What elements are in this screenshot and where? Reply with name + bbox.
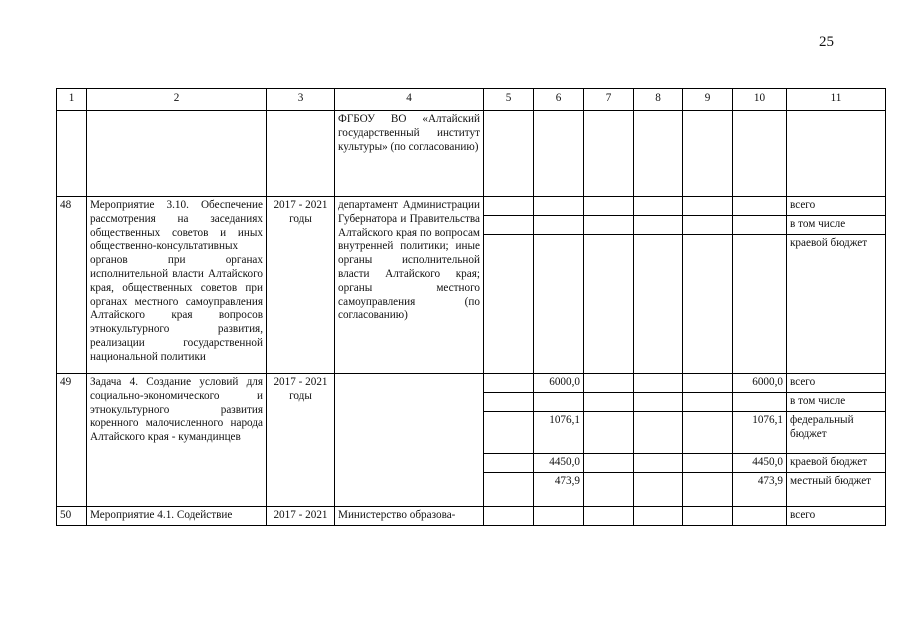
header-cell: 11 <box>787 89 886 111</box>
activity-name: Мероприятие 3.10. Обеспечение рассмотрения на заседаниях общественных советов и иных общественно-консультативных органов при органах исполнительной власти Алтайского края, общественных советов при органах местного самоуправления Алтайского края вопросов этнокультурного развития, реализации государственной национальной политики <box>87 197 267 374</box>
value-col10 <box>733 507 787 526</box>
period-cell: 2017 - 2021 <box>267 507 335 526</box>
executor-cell: Министерство образова- <box>335 507 484 526</box>
header-cell: 4 <box>335 89 484 111</box>
value-col6: 473,9 <box>534 473 584 507</box>
period-cell: 2017 - 2021 годы <box>267 197 335 374</box>
value-col6 <box>534 216 584 235</box>
row-number: 50 <box>57 507 87 526</box>
header-cell: 5 <box>484 89 534 111</box>
value-col6: 6000,0 <box>534 374 584 393</box>
table-row <box>57 197 886 216</box>
value-col10: 473,9 <box>733 473 787 507</box>
value-col6 <box>534 507 584 526</box>
header-cell: 2 <box>87 89 267 111</box>
header-cell: 3 <box>267 89 335 111</box>
value-col6 <box>534 197 584 216</box>
header-cell: 7 <box>584 89 634 111</box>
source-label: всего <box>787 507 886 526</box>
executor-cell <box>335 374 484 507</box>
source-label: в том числе <box>787 216 886 235</box>
row-number: 49 <box>57 374 87 507</box>
value-col6: 4450,0 <box>534 454 584 473</box>
value-col10 <box>733 197 787 216</box>
table-row <box>57 111 886 197</box>
header-cell: 9 <box>683 89 733 111</box>
header-cell: 10 <box>733 89 787 111</box>
source-label: всего <box>787 197 886 216</box>
source-label: федеральный бюджет <box>787 412 886 454</box>
activity-name: Задача 4. Создание условий для социально-экономического и этнокультурного развития коренного малочисленного народа Алтайского края - кумандинцев <box>87 374 267 507</box>
program-table <box>56 88 886 526</box>
activity-name: Мероприятие 4.1. Содействие <box>87 507 267 526</box>
header-cell: 6 <box>534 89 584 111</box>
header-cell: 8 <box>634 89 683 111</box>
value-col6: 1076,1 <box>534 412 584 454</box>
value-col10 <box>733 216 787 235</box>
row-number: 48 <box>57 197 87 374</box>
value-col10: 4450,0 <box>733 454 787 473</box>
source-label: краевой бюджет <box>787 454 886 473</box>
source-label: краевой бюджет <box>787 235 886 374</box>
source-label: местный бюджет <box>787 473 886 507</box>
value-col10 <box>733 235 787 374</box>
table-row <box>57 374 886 393</box>
page-number: 25 <box>819 34 834 50</box>
executor-cell: департамент Администрации Губернатора и Правительства Алтайского края по вопросам внутренней политики; иные органы исполнительной власти Алтайского края; органы местного самоуправления (по согласованию) <box>335 197 484 374</box>
executor-cell: ФГБОУ ВО «Алтайский государственный институт культуры» (по согласованию) <box>335 111 484 197</box>
source-label: всего <box>787 374 886 393</box>
period-cell: 2017 - 2021 годы <box>267 374 335 507</box>
value-col10: 1076,1 <box>733 412 787 454</box>
header-cell: 1 <box>57 89 87 111</box>
header-row <box>57 89 886 111</box>
value-col10 <box>733 393 787 412</box>
value-col10: 6000,0 <box>733 374 787 393</box>
value-col6 <box>534 235 584 374</box>
value-col6 <box>534 393 584 412</box>
table-row <box>57 507 886 526</box>
source-label: в том числе <box>787 393 886 412</box>
